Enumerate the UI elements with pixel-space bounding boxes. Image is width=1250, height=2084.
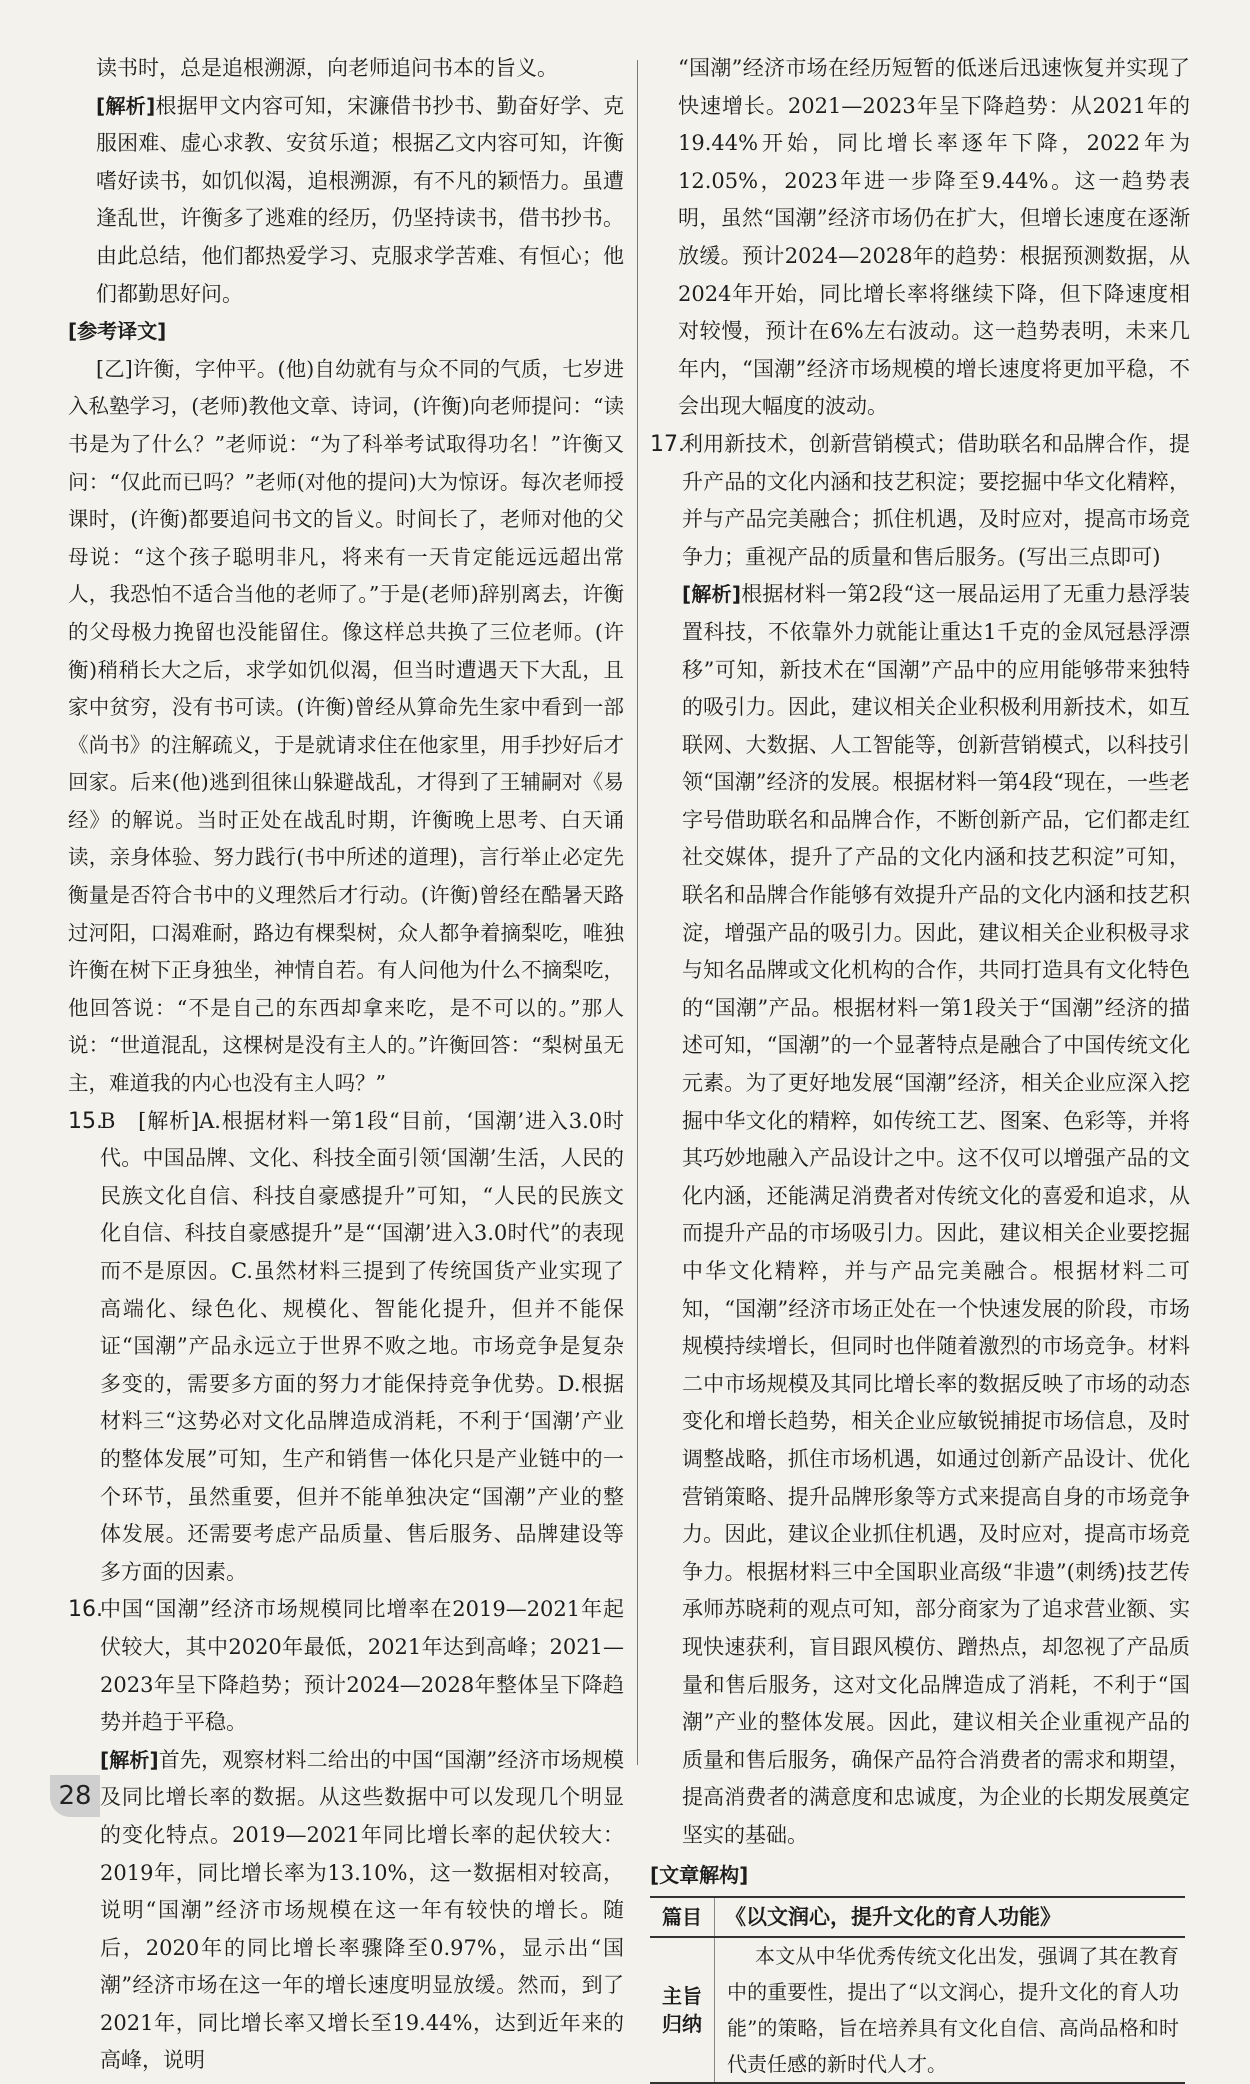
- title-label: 篇目: [650, 1897, 715, 1937]
- theme-label-line-2: 归纳: [662, 2012, 702, 2036]
- page-number: 28: [50, 1775, 100, 1817]
- translation-heading: [68, 313, 624, 351]
- translation-text: [乙]许衡，字仲平。(他)自幼就有与众不同的气质，七岁进入私塾学习，(老师)教他文章、诗词，(许衡)向老师提问：“读书是为了什么？”老师说：“为了科举考试取得功名！”许衡又问：“仅此而已吗？”老师(对他的提问)大为惊讶。每次老师授课时，(许衡)都要追问书文的旨义。时间长了，老师对他的父母说：“这个孩子聪明非凡，将来有一天肯定能远远超出常人，我恐怕不适合当他的老师了。”于是(老师)辞别离去，许衡的父母极力挽留也没能留住。像这样总共换了三位老师。(许衡)稍稍长大之后，求学如饥似渴，但当时遭遇天下大乱，且家中贫穷，没有书可读。(许衡)曾经从算命先生家中看到一部《尚书》的注解疏义，于是就请求住在他家里，用手抄好后才回家。后来(他)逃到徂徕山躲避战乱，才得到了王辅嗣对《易经》的解说。当时正处在战乱时期，许衡晚上思考、白天诵读，亲身体验、努力践行(书中所述的道理)，言行举止必定先衡量是否符合书中的义理然后才行动。(许衡)曾经在酷暑天路过河阳，口渴难耐，路边有棵梨树，众人都争着摘梨吃，唯独许衡在树下正身独坐，神情自若。有人问他为什么不摘梨吃，他回答说：“不是自己的东西却拿来吃，是不可以的。”那人说：“世道混乱，这棵树是没有主人的。”许衡回答：“梨树虽无主，难道我的内心也没有主人吗？”: [68, 351, 624, 1103]
- question-17: [650, 426, 1190, 576]
- analysis-tag: [解析]: [96, 94, 155, 118]
- question-17-analysis-text: 根据材料一第2段“这一展品运用了无重力悬浮装置科技，不依靠外力就能让重达1千克的金凤冠悬浮漂移”可知，新技术在“国潮”产品中的应用能够带来独特的吸引力。因此，建议相关企业积极利用新技术，如互联网、大数据、人工智能等，创新营销模式，以科技引领“国潮”经济的发展。根据材料一第4段“现在，一些老字号借助联名和品牌合作，不断创新产品，它们都走红社交媒体，提升了产品的文化内涵和技艺积淀”可知，联名和品牌合作能够有效提升产品的文化内涵和技艺积淀，增强产品的吸引力。因此，建议相关企业积极寻求与知名品牌或文化机构的合作，共同打造具有文化特色的“国潮”产品。根据材料一第1段关于“国潮”经济的描述可知，“国潮”的一个显著特点是融合了中国传统文化元素。为了更好地发展“国潮”经济，相关企业应深入挖掘中华文化的精粹，如传统工艺、图案、色彩等，并将其巧妙地融入产品设计之中。这不仅可以增强产品的文化内涵，还能满足消费者对传统文化的喜爱和追求，从而提升产品的市场吸引力。因此，建议相关企业要挖掘中华文化精粹，并与产品完美融合。根据材料二可知，“国潮”经济市场正处在一个快速发展的阶段，市场规模持续增长，但同时也伴随着激烈的市场竞争。材料二中市场规模及其同比增长率的数据反映了市场的动态变化和增长趋势，相关企业应敏锐捕捉市场信息，及时调整战略，抓住市场机遇，如通过创新产品设计、优化营销策略、提升品牌形象等方式来提高自身的市场竞争力。因此，建议企业抓住机遇，及时应对，提高市场竞争力。根据材料三中全国职业高级“非遗”(刺绣)技艺传承师苏晓莉的观点可知，部分商家为了追求营业额、实现快速获利，盲目跟风模仿、蹭热点，却忽视了产品质量和售后服务，这对文化品牌造成了消耗，不利于“国潮”产业的整体发展。因此，建议相关企业重视产品的质量和售后服务，确保产品符合消费者的需求和期望，提高消费者的满意度和忠诚度，为企业的长期发展奠定坚实的基础。: [682, 582, 1190, 1847]
- title-value: 《以文润心，提升文化的育人功能》: [715, 1897, 1186, 1937]
- right-column: [650, 50, 1190, 2084]
- analysis-text: 根据甲文内容可知，宋濂借书抄书、勤奋好学、克服困难、虚心求教、安贫乐道；根据乙文内容可知，许衡嗜好读书，如饥似渴，追根溯源，有不凡的颖悟力。虽遭逢乱世，许衡多了逃难的经历，仍坚持读书，借书抄书。由此总结，他们都热爱学习、克服求学苦难、有恒心；他们都勤思好问。: [96, 94, 624, 306]
- analysis-paragraph: [68, 88, 624, 314]
- question-16: [68, 1591, 624, 1741]
- theme-label-line-1: 主旨: [662, 1984, 702, 2008]
- question-15: [68, 1103, 624, 1592]
- question-15-number: 15.: [68, 1103, 103, 1141]
- column-divider: [637, 60, 638, 1765]
- theme-value: 本文从中华优秀传统文化出发，强调了其在教育中的重要性，提出了“以文润心，提升文化的育人功能”的策略，旨在培养具有文化自信、高尚品格和时代责任感的新时代人才。: [715, 1937, 1186, 2083]
- question-15-answer: B: [100, 1109, 115, 1133]
- question-17-analysis-tag: [解析]: [682, 582, 741, 606]
- continued-paragraph: “国潮”经济市场在经历短暂的低迷后迅速恢复并实现了快速增长。2021—2023年呈下降趋势：从2021年的19.44%开始，同比增长率逐年下降，2022年为12.05%，2023年进一步降至9.44%。这一趋势表明，虽然“国潮”经济市场仍在扩大，但增长速度在逐渐放缓。预计2024—2028年的趋势：根据预测数据，从2024年开始，同比增长率将继续下降，但下降速度相对较慢，预计在6%左右波动。这一趋势表明，未来几年内，“国潮”经济市场规模的增长速度将更加平稳，不会出现大幅度的波动。: [650, 50, 1190, 426]
- continued-line: 读书时，总是追根溯源，向老师追问书本的旨义。: [68, 50, 624, 88]
- question-16-number: 16.: [68, 1591, 103, 1629]
- question-16-analysis: [68, 1742, 624, 2080]
- article-structure-tag: [文章解构]: [650, 1857, 1190, 1895]
- question-17-number: 17.: [650, 426, 685, 464]
- structure-row-theme: [650, 1937, 1185, 2083]
- structure-row-title: [650, 1897, 1185, 1937]
- question-16-analysis-text: 首先，观察材料二给出的中国“国潮”经济市场规模及同比增长率的数据。从这些数据中可以发现几个明显的变化特点。2019—2021年同比增长率的起伏较大：2019年，同比增长率为13.10%，这一数据相对较高，说明“国潮”经济市场规模在这一年有较快的增长。随后，2020年的同比增长率骤降至0.97%，显示出“国潮”经济市场在这一年的增长速度明显放缓。然而，到了2021年，同比增长率又增长至19.44%，达到近年来的高峰，说明: [100, 1748, 624, 2073]
- left-column: [68, 50, 624, 2080]
- question-16-answer: 中国“国潮”经济市场规模同比增率在2019—2021年起伏较大，其中2020年最低，2021年达到高峰；2021—2023年呈下降趋势；预计2024—2028年整体呈下降趋势并趋于平稳。: [100, 1597, 624, 1734]
- article-structure-table: [650, 1896, 1185, 2084]
- translation-tag: [参考译文]: [68, 319, 166, 343]
- question-17-analysis: [650, 576, 1190, 1854]
- question-17-answer: 利用新技术，创新营销模式；借助联名和品牌合作，提升产品的文化内涵和技艺积淀；要挖掘中华文化精粹，并与产品完美融合；抓住机遇，及时应对，提高市场竞争力；重视产品的质量和售后服务。(写出三点即可): [682, 432, 1190, 569]
- question-15-analysis: [解析]A.根据材料一第1段“目前，‘国潮’进入3.0时代。中国品牌、文化、科技全面引领‘国潮’生活，人民的民族文化自信、科技自豪感提升”可知，“人民的民族文化自信、科技自豪感提升”是“‘国潮’进入3.0时代”的表现而不是原因。C.虽然材料三提到了传统国货产业实现了高端化、绿色化、规模化、智能化提升，但并不能保证“国潮”产品永远立于世界不败之地。市场竞争是复杂多变的，需要多方面的努力才能保持竞争优势。D.根据材料三“这势必对文化品牌造成消耗，不利于‘国潮’产业的整体发展”可知，生产和销售一体化只是产业链中的一个环节，虽然重要，但并不能单独决定“国潮”产业的整体发展。还需要考虑产品质量、售后服务、品牌建设等多方面的因素。: [100, 1109, 624, 1584]
- theme-label: [650, 1937, 715, 2083]
- article-structure-box: [650, 1857, 1190, 2084]
- question-16-analysis-tag: [解析]: [100, 1748, 159, 1772]
